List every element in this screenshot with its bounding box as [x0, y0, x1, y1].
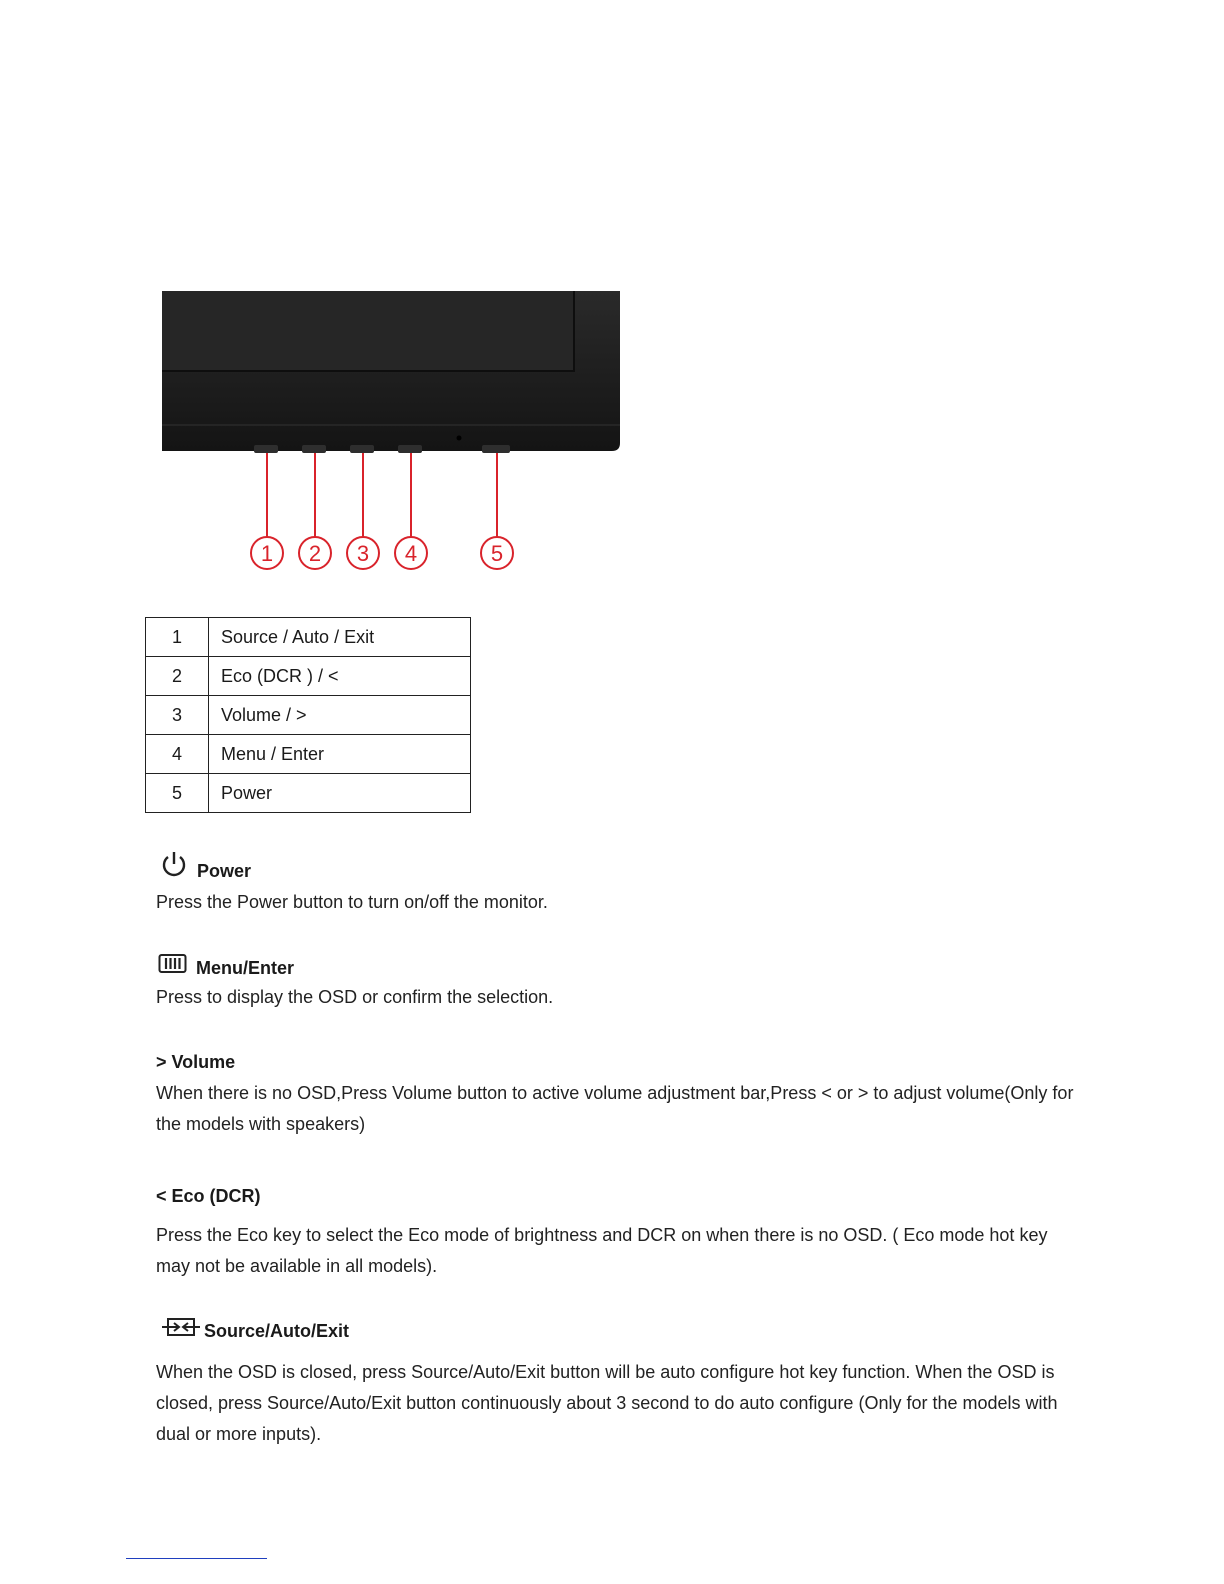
table-cell-function: Menu / Enter — [209, 735, 471, 774]
table-cell-function: Source / Auto / Exit — [209, 618, 471, 657]
section-source-heading — [156, 1316, 1086, 1343]
power-led — [457, 436, 462, 441]
bezel-button-3 — [350, 445, 374, 453]
footer-rule — [126, 1558, 267, 1559]
power-icon — [161, 850, 187, 883]
section-power-body: Press the Power button to turn on/off the monitor. — [156, 892, 548, 912]
section-power-title: Power — [197, 861, 252, 881]
callout-number-1: 1 — [260, 541, 274, 566]
table-cell-number: 2 — [146, 657, 209, 696]
table-row — [146, 735, 471, 774]
monitor-front-bezel-illustration — [150, 285, 630, 575]
callout-number-3: 3 — [356, 541, 370, 566]
bezel-button-1 — [254, 445, 278, 453]
section-menu-title: Menu/Enter — [196, 958, 295, 978]
bezel-button-4 — [398, 445, 422, 453]
section-power-heading — [156, 850, 1086, 883]
source-icon — [162, 1316, 200, 1343]
menu-icon — [158, 953, 188, 980]
table-cell-function: Volume / > — [209, 696, 471, 735]
section-menu — [156, 953, 1086, 1013]
section-volume-body: When there is no OSD,Press Volume button to active volume adjustment bar,Press < or > to adjust volume(Only for the models with speakers) — [156, 1083, 1074, 1134]
section-source — [156, 1316, 1086, 1450]
button-function-table — [145, 617, 471, 813]
table-row — [146, 696, 471, 735]
section-menu-heading — [156, 953, 1086, 980]
table-cell-number: 3 — [146, 696, 209, 735]
section-power — [156, 850, 1086, 918]
monitor-screen — [162, 291, 574, 371]
table-cell-number: 5 — [146, 774, 209, 813]
table-row — [146, 774, 471, 813]
section-menu-body: Press to display the OSD or confirm the selection. — [156, 987, 554, 1007]
table-cell-number: 1 — [146, 618, 209, 657]
bezel-button-5 — [482, 445, 510, 453]
table-row — [146, 657, 471, 696]
section-volume — [156, 1050, 1086, 1140]
section-volume-title: > Volume — [156, 1052, 236, 1072]
section-eco-title: < Eco (DCR) — [156, 1186, 261, 1206]
callout-number-5: 5 — [490, 541, 504, 566]
table-row — [146, 618, 471, 657]
table-cell-number: 4 — [146, 735, 209, 774]
section-source-title: Source/Auto/Exit — [204, 1321, 350, 1341]
bezel-button-2 — [302, 445, 326, 453]
section-eco — [156, 1184, 1086, 1282]
table-cell-function: Power — [209, 774, 471, 813]
callout-number-2: 2 — [308, 541, 322, 566]
table-cell-function: Eco (DCR ) / < — [209, 657, 471, 696]
section-eco-body: Press the Eco key to select the Eco mode of brightness and DCR on when there is no OSD. ( Eco mode hot key may not be available in all models). — [156, 1225, 1048, 1276]
callout-number-4: 4 — [404, 541, 418, 566]
section-source-body: When the OSD is closed, press Source/Auto/Exit button will be auto configure hot key function. When the OSD is closed, press Source/Auto/Exit button continuously about 3 second to do auto configure (Only for the models with dual or more inputs). — [156, 1362, 1058, 1444]
